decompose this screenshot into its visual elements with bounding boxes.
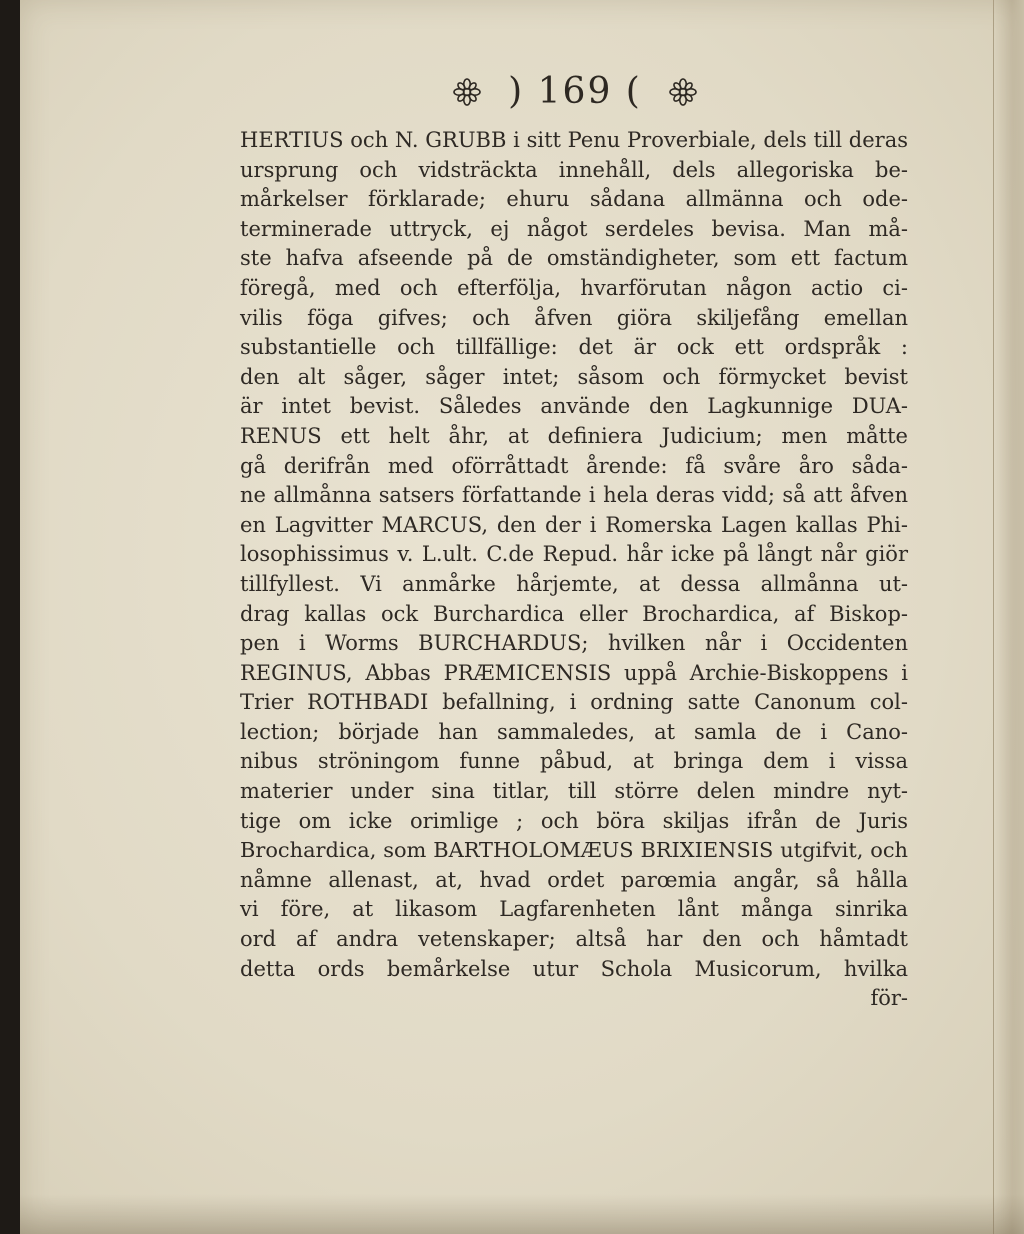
- text-line: ursprung och vidsträckta innehåll, dels allegoriska be-: [240, 157, 908, 182]
- text-line: ste hafva afseende på de omständigheter, som ett factum: [240, 246, 908, 271]
- text-line: losophissimus v. L.ult. C.de Repud. hår icke på långt når giör: [240, 542, 908, 567]
- text-line: är intet bevist. Således använde den Lagkunnige DUA-: [240, 394, 908, 419]
- text-line: den alt såger, såger intet; såsom och förmycket bevist: [240, 364, 908, 389]
- text-line: vilis föga gifves; och åfven giöra skiljefång emellan: [240, 305, 908, 330]
- text-line: materier under sina titlar, till större delen mindre nyt-: [240, 779, 908, 804]
- text-line: REGINUS, Abbas PRÆMICENSIS uppå Archie-Biskoppens i: [240, 660, 908, 685]
- text-line: Trier ROTHBADI befallning, i ordning satte Canonum col-: [240, 690, 908, 715]
- text-line: substantielle och tillfällige: det är ock ett ordspråk :: [240, 335, 908, 360]
- text-line: pen i Worms BURCHARDUS; hvilken når i Occidenten: [240, 631, 908, 656]
- page-edge: [993, 0, 1024, 1234]
- text-line: RENUS ett helt åhr, at definiera Judicium; men måtte: [240, 423, 908, 448]
- page-bottom-shadow: [20, 1194, 1024, 1234]
- flower-ornament-icon: [668, 77, 698, 107]
- text-line: vi före, at likasom Lagfarenheten lånt många sinrika: [240, 897, 908, 922]
- text-line: nåmne allenast, at, hvad ordet parœmia angår, så hålla: [240, 867, 908, 892]
- text-line: nibus ströningom funne påbud, at bringa dem i vissa: [240, 749, 908, 774]
- text-line: mårkelser förklarade; ehuru sådana allmänna och ode-: [240, 187, 908, 212]
- text-line: Brochardica, som BARTHOLOMÆUS BRIXIENSIS utgifvit, och: [240, 838, 908, 863]
- text-line: föregå, med och efterfölja, hvarförutan någon actio ci-: [240, 275, 908, 300]
- text-line: drag kallas ock Burchardica eller Brochardica, af Biskop-: [240, 601, 908, 626]
- text-line: ord af andra vetenskaper; altså har den och håmtadt: [240, 927, 908, 952]
- text-line: gå derifrån med oförråttadt årende: få svåre åro såda-: [240, 453, 908, 478]
- page-number: ) 169 (: [508, 71, 642, 112]
- text-line: en Lagvitter MARCUS, den der i Romerska Lagen kallas Phi-: [240, 512, 908, 537]
- text-line: terminerade uttryck, ej något serdeles bevisa. Man må-: [240, 216, 908, 241]
- page-header: [380, 68, 770, 116]
- body-text: [240, 126, 908, 1014]
- text-line: lection; började han sammaledes, at samla de i Cano-: [240, 719, 908, 744]
- paper-page: [20, 0, 1024, 1234]
- text-line: HERTIUS och N. GRUBB i sitt Penu Proverbiale, dels till deras: [240, 128, 908, 152]
- text-line: tillfyllest. Vi anmårke hårjemte, at dessa allmånna ut-: [240, 571, 908, 596]
- flower-ornament-icon: [452, 77, 482, 107]
- text-line: tige om icke orimlige ; och böra skiljas ifrån de Juris: [240, 808, 908, 833]
- catchword: för-: [870, 986, 908, 1011]
- text-line: detta ords bemårkelse utur Schola Musicorum, hvilka: [240, 956, 908, 981]
- text-line: ne allmånna satsers författande i hela deras vidd; så att åfven: [240, 483, 908, 508]
